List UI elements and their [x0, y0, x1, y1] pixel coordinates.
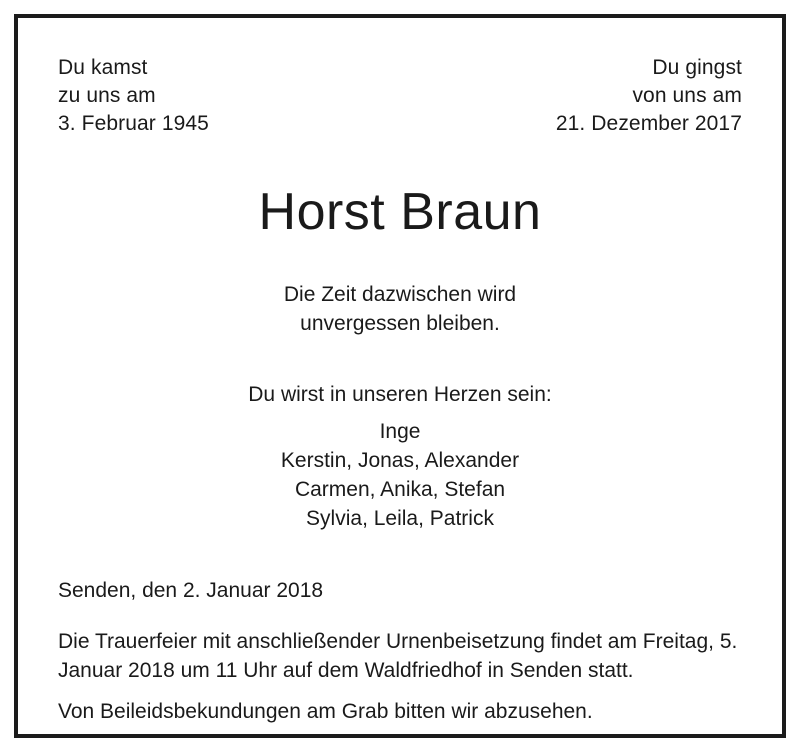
verse: [58, 280, 742, 338]
obituary-notice: [14, 14, 786, 738]
arrival-line-2: zu uns am: [58, 84, 156, 107]
list-item: Kerstin, Jonas, Alexander: [280, 449, 520, 472]
departure-line-1: Du gingst: [652, 56, 742, 79]
arrival-date: 3. Februar 1945: [58, 112, 209, 135]
list-item: Sylvia, Leila, Patrick: [306, 507, 494, 530]
ceremony-details: Die Trauerfeier mit anschließender Urnenbeisetzung findet am Freitag, 5. Januar 2018 um 11 Uhr auf dem Waldfriedhof in Senden statt.: [58, 630, 738, 682]
closing-note: Von Beileidsbekundungen am Grab bitten wir abzusehen.: [58, 700, 593, 723]
verse-line-1: Die Zeit dazwischen wird: [283, 283, 517, 306]
deceased-name: Horst Braun: [258, 183, 542, 241]
dates-row: [58, 54, 742, 138]
arrival-block: [58, 54, 209, 138]
arrival-line-1: Du kamst: [58, 56, 148, 79]
list-item: Inge: [379, 420, 421, 443]
survivors-intro: Du wirst in unseren Herzen sein:: [248, 383, 552, 406]
departure-line-2: von uns am: [632, 84, 742, 107]
list-item: Carmen, Anika, Stefan: [294, 478, 506, 501]
departure-block: [556, 54, 742, 138]
departure-date: 21. Dezember 2017: [555, 112, 742, 135]
survivors-list: [58, 417, 742, 533]
verse-line-2: unvergessen bleiben.: [300, 312, 500, 335]
place-and-date: Senden, den 2. Januar 2018: [58, 579, 324, 602]
